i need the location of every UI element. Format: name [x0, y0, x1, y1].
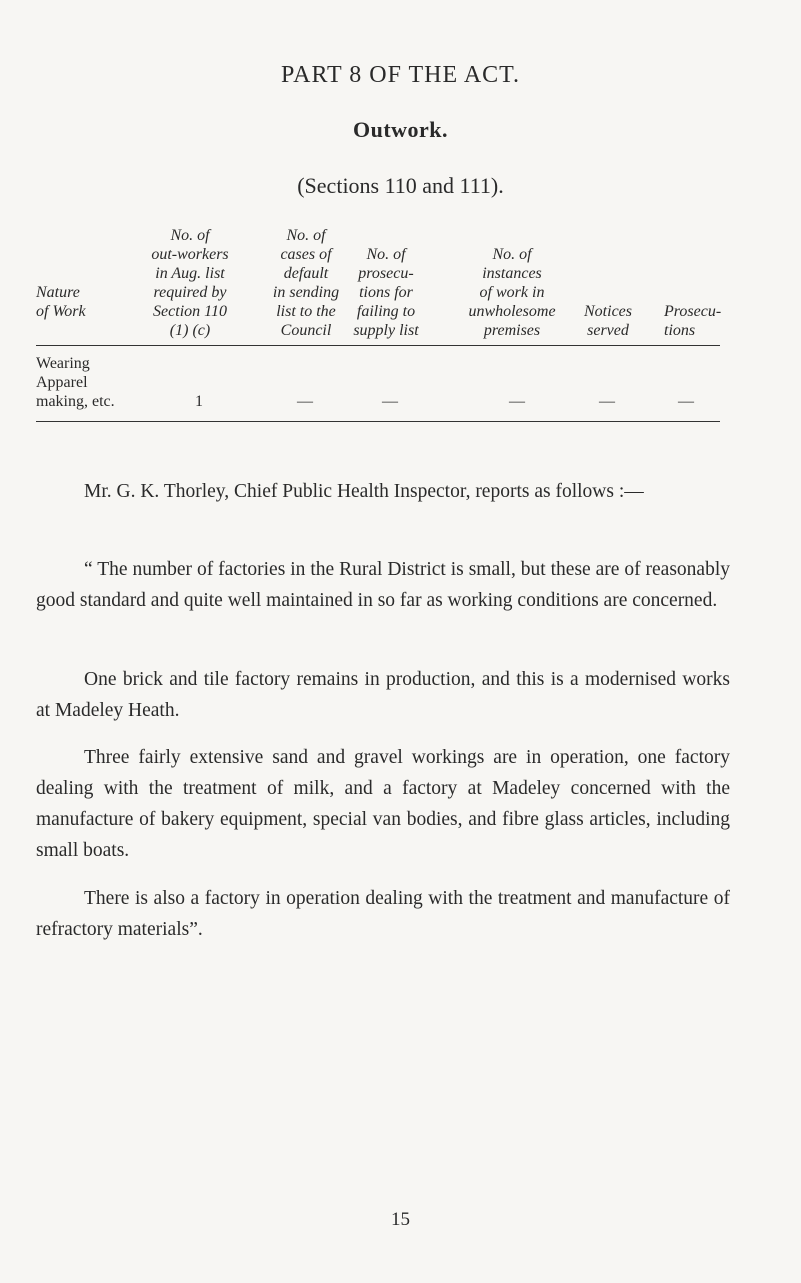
- header-line: out-workers: [151, 246, 229, 263]
- header-line: cases of: [280, 246, 332, 263]
- row-nature-of-work: [36, 354, 115, 411]
- page-number: 15: [391, 1209, 410, 1230]
- header-line: No. of: [286, 227, 326, 244]
- row-value-out-workers: 1: [195, 393, 203, 410]
- row-value-unwholesome: —: [509, 393, 525, 410]
- header-line: instances: [482, 265, 542, 282]
- header-line: No. of: [170, 227, 210, 244]
- row-value-prosecutions-failing: —: [382, 393, 398, 410]
- header-line: in sending: [272, 284, 340, 301]
- document-title: Outwork.: [352, 117, 449, 142]
- header-line: unwholesome: [468, 303, 556, 320]
- header-line: premises: [483, 322, 541, 339]
- header-line: Notices: [584, 303, 632, 320]
- table-bottom-rule: [36, 421, 720, 422]
- part-title: PART 8 OF THE ACT.: [280, 62, 521, 88]
- header-line: No. of: [366, 246, 406, 263]
- header-line: of Work: [36, 303, 86, 320]
- row-nature-line: Wearing: [36, 355, 90, 372]
- header-line: in Aug. list: [155, 265, 225, 282]
- header-line: Section 110: [153, 303, 227, 320]
- header-line: required by: [153, 284, 227, 301]
- header-line: Council: [280, 322, 332, 339]
- header-nature-of-work: [36, 283, 86, 321]
- header-unwholesome-premises: [452, 245, 572, 340]
- header-prosecutions-failing: [336, 245, 436, 340]
- row-nature-line: Apparel: [36, 374, 88, 391]
- row-value-notices: —: [599, 393, 615, 410]
- row-nature-line: making, etc.: [36, 393, 115, 410]
- header-out-workers: [130, 226, 250, 340]
- header-line: of work in: [479, 284, 545, 301]
- row-value-prosecutions: —: [678, 393, 694, 410]
- paragraph-refractory: There is also a factory in operation dealing with the treatment and manufacture of refractory materials”.: [36, 888, 730, 940]
- header-line: tions: [664, 322, 696, 339]
- header-line: Prosecu-: [664, 303, 722, 320]
- header-notices-served: [573, 302, 643, 340]
- paragraph-brick-tile: One brick and tile factory remains in production, and this is a modernised works at Madeley Heath.: [36, 669, 730, 721]
- paragraph-intro: Mr. G. K. Thorley, Chief Public Health Inspector, reports as follows :—: [84, 481, 644, 502]
- header-line: tions for: [359, 284, 413, 301]
- row-value-cases-default: —: [297, 393, 313, 410]
- header-line: list to the: [276, 303, 336, 320]
- table-header-rule: [36, 345, 720, 346]
- header-line: prosecu-: [358, 265, 414, 282]
- header-line: failing to: [356, 303, 416, 320]
- header-line: Nature: [36, 284, 80, 301]
- header-line: supply list: [353, 322, 419, 339]
- header-line: No. of: [492, 246, 532, 263]
- header-line: served: [587, 322, 629, 339]
- header-line: default: [283, 265, 329, 282]
- paragraph-factories: “ The number of factories in the Rural District is small, but these are of reasonably good standard and quite well maintained in so far as working conditions are concerned.: [36, 559, 730, 611]
- header-prosecutions: [664, 302, 721, 340]
- sections-subtitle: (Sections 110 and 111).: [297, 173, 504, 198]
- header-line: (1) (c): [169, 322, 211, 339]
- paragraph-sand-gravel: Three fairly extensive sand and gravel workings are in operation, one factory dealing with the treatment of milk, and a factory at Madeley concerned with the manufacture of bakery equipment, special van bodies, and fibre glass articles, including small boats.: [36, 747, 730, 861]
